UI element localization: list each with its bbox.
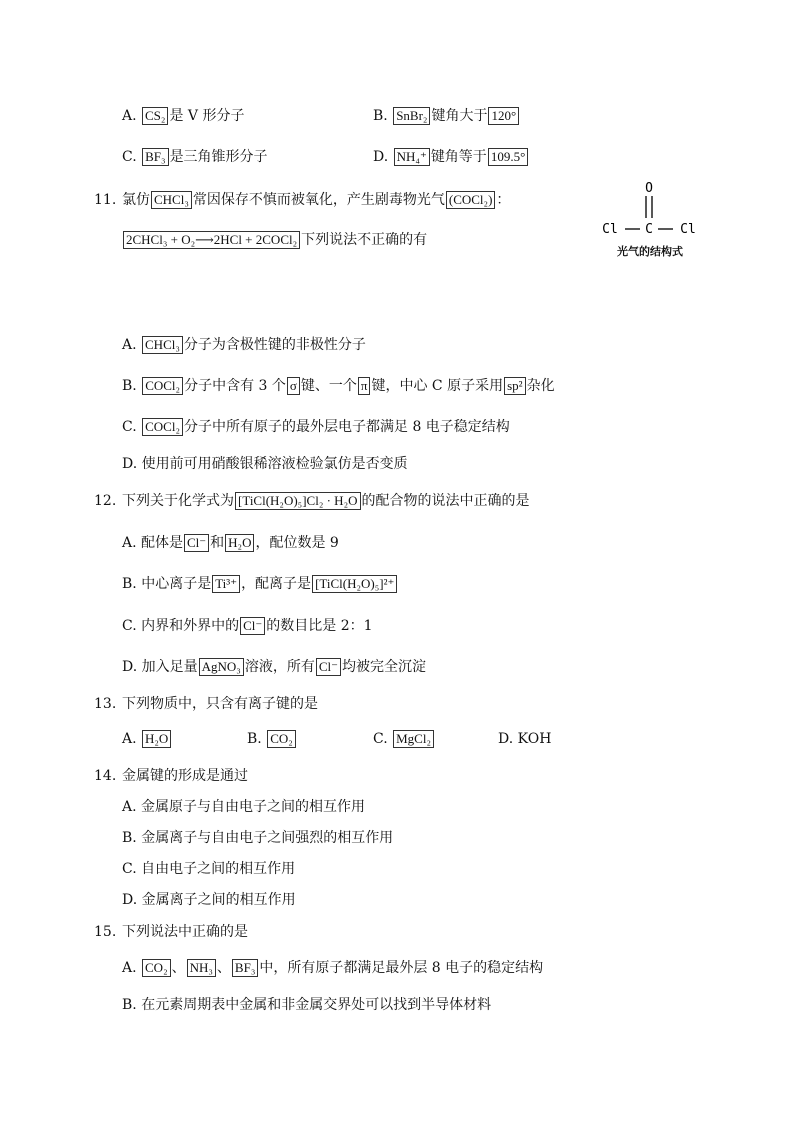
formula-box: Cl⁻ bbox=[316, 658, 341, 676]
structure-caption: 光气的结构式 bbox=[617, 245, 683, 258]
formula-box: BF₃ bbox=[232, 959, 258, 977]
q12-option-c: C. 内界和外界中的 Cl⁻ 的数目比是 2：1 bbox=[122, 618, 373, 634]
q15-stem: 下列说法中正确的是 bbox=[122, 924, 248, 940]
formula-box: H₂O bbox=[225, 534, 254, 552]
formula-box: NH₃ bbox=[187, 959, 216, 977]
formula-box: H₂O bbox=[142, 730, 171, 748]
q11-option-b: B. COCl₂ 分子中含有 3 个 σ 键、一个 π 键，中心 C 原子采用 sp² 杂化 bbox=[122, 378, 555, 394]
q15-option-a: A. CO₂ 、 NH₃ 、 BF₃ 中，所有原子都满足最外层 8 电子的稳定结构 bbox=[122, 960, 544, 976]
question-number: 13. bbox=[94, 696, 117, 712]
formula-box: [TiCl(H₂O)₅]Cl₂ · H₂O bbox=[235, 492, 361, 510]
value-box: 109.5° bbox=[488, 148, 528, 166]
formula-box: [TiCl(H₂O)₅]²⁺ bbox=[312, 575, 397, 593]
formula-box: BF₃ bbox=[142, 148, 168, 166]
q11-equation-line: 2CHCl₃ + O₂⟶2HCl + 2COCl₂ 下列说法不正确的有 bbox=[122, 230, 427, 250]
formula-box: CHCl₃ bbox=[151, 191, 192, 209]
formula-box: (COCl₂) bbox=[446, 191, 496, 209]
structure-cl-left-label: Cl bbox=[602, 222, 618, 237]
formula-box: Cl⁻ bbox=[240, 617, 265, 635]
q14-option-c: C. 自由电子之间的相互作用 bbox=[122, 861, 296, 877]
formula-box: Ti³⁺ bbox=[212, 575, 240, 593]
q14-option-b: B. 金属离子与自由电子之间强烈的相互作用 bbox=[122, 830, 394, 846]
q13-option-d: D. KOH bbox=[498, 731, 552, 747]
q11-option-c: C. COCl₂ 分子中所有原子的最外层电子都满足 8 电子稳定结构 bbox=[122, 419, 510, 435]
q10-option-b: B. SnBr₂ 键角大于 120° bbox=[373, 106, 520, 126]
equation-box: 2CHCl₃ + O₂⟶2HCl + 2COCl₂ bbox=[123, 231, 300, 249]
q10-option-c: C. BF₃ 是三角锥形分子 bbox=[122, 149, 268, 165]
structure-o-label: O bbox=[645, 181, 653, 196]
q14-stem: 金属键的形成是通过 bbox=[122, 768, 248, 784]
q15-option-b: B. 在元素周期表中金属和非金属交界处可以找到半导体材料 bbox=[122, 997, 492, 1013]
q11-option-a: A. CHCl₃ 分子为含极性键的非极性分子 bbox=[122, 337, 366, 353]
structure-c-label: C bbox=[645, 222, 653, 237]
symbol-box: σ bbox=[287, 377, 300, 395]
q12-stem: 下列关于化学式为 [TiCl(H₂O)₅]Cl₂ · H₂O 的配合物的说法中正确的是 bbox=[122, 493, 530, 509]
q10-option-d: D. NH₄⁺ 键角等于 109.5° bbox=[373, 147, 529, 167]
q14-option-a: A. 金属原子与自由电子之间的相互作用 bbox=[122, 799, 366, 815]
formula-box: COCl₂ bbox=[142, 418, 183, 436]
question-number: 12. bbox=[94, 493, 117, 509]
formula-box: CO₂ bbox=[267, 730, 296, 748]
formula-box: CS₂ bbox=[142, 107, 168, 125]
formula-box: Cl⁻ bbox=[184, 534, 209, 552]
structure-cl-right-label: Cl bbox=[680, 222, 696, 237]
formula-box: MgCl₂ bbox=[393, 730, 434, 748]
question-number: 15. bbox=[94, 924, 117, 940]
question-number: 11. bbox=[94, 192, 117, 208]
q10-option-a: A. CS₂ 是 V 形分子 bbox=[122, 108, 245, 124]
q11-option-d: D. 使用前可用硝酸银稀溶液检验氯仿是否变质 bbox=[122, 456, 408, 472]
formula-box: CHCl₃ bbox=[142, 336, 183, 354]
formula-box: AgNO₃ bbox=[199, 658, 244, 676]
formula-box: COCl₂ bbox=[142, 377, 183, 395]
q12-option-a: A. 配体是 Cl⁻ 和 H₂O ，配位数是 9 bbox=[122, 535, 339, 551]
q13-option-c: C. MgCl₂ bbox=[373, 729, 435, 749]
q14-option-d: D. 金属离子之间的相互作用 bbox=[122, 892, 296, 908]
q12-option-d: D. 加入足量 AgNO₃ 溶液，所有 Cl⁻ 均被完全沉淀 bbox=[122, 659, 426, 675]
question-number: 14. bbox=[94, 768, 117, 784]
q13-option-b: B. CO₂ bbox=[247, 729, 297, 749]
formula-box: SnBr₂ bbox=[393, 107, 430, 125]
hybrid-box: sp² bbox=[504, 377, 525, 395]
formula-box: CO₂ bbox=[142, 959, 171, 977]
value-box: 120° bbox=[488, 107, 519, 125]
q13-stem: 下列物质中，只含有离子键的是 bbox=[122, 696, 318, 712]
q12-option-b: B. 中心离子是 Ti³⁺ ，配离子是 [TiCl(H₂O)₅]²⁺ bbox=[122, 574, 398, 594]
symbol-box: π bbox=[358, 377, 371, 395]
formula-box: NH₄⁺ bbox=[394, 148, 430, 166]
q13-option-a: A. H₂O bbox=[122, 729, 172, 749]
q11-stem: 氯仿 CHCl₃ 常因保存不慎而被氧化，产生剧毒物光气 (COCl₂) ： bbox=[122, 192, 511, 208]
